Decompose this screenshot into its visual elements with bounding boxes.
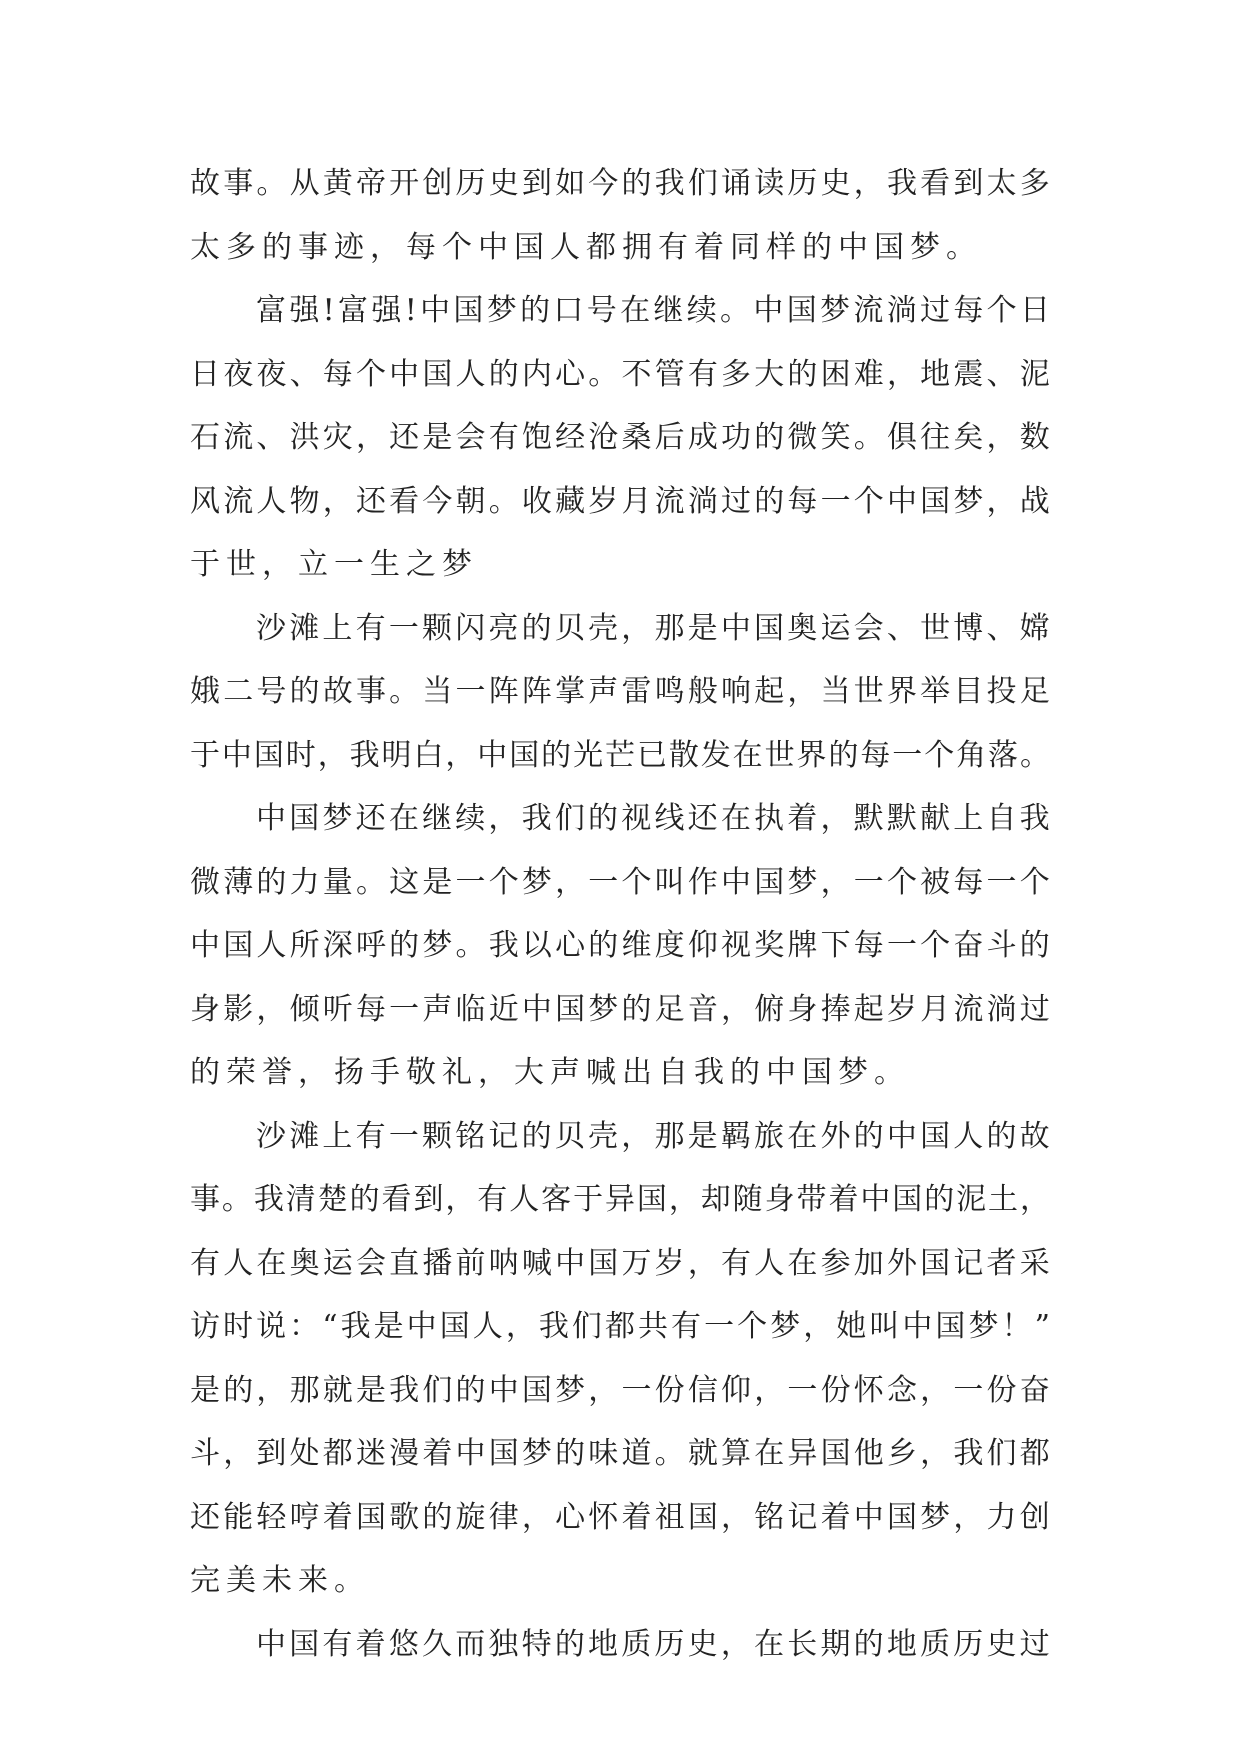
text-line: 沙 滩 上 有 一 颗 闪 亮 的 贝 壳 ， 那 是 中 国 奥 运 会 、 世 博 、 嫦: [256, 610, 1050, 646]
text-line: 斗 ， 到 处 都 迷 漫 着 中 国 梦 的 味 道 。 就 算 在 异 国 他 乡 ， 我 们 都: [190, 1436, 1050, 1471]
text-line: 日 夜 夜 、 每 个 中 国 人 的 内 心 。 不 管 有 多 大 的 困 难 ， 地 震 、 泥: [190, 356, 1050, 392]
text-line: 风 流 人 物 ， 还 看 今 朝 。 收 藏 岁 月 流 淌 过 的 每 一 个 中 国 梦 ， 战: [190, 483, 1050, 519]
text-line: 太多的事迹，每个中国人都拥有着同样的中国梦。: [190, 229, 982, 265]
text-line: 还 能 轻 哼 着 国 歌 的 旋 律 ， 心 怀 着 祖 国 ， 铭 记 着 中 国 梦 ， 力 创: [190, 1499, 1050, 1535]
text-line: 完美未来。: [190, 1563, 370, 1598]
text-line: 中 国 有 着 悠 久 而 独 特 的 地 质 历 史 ， 在 长 期 的 地 质 历 史 过: [256, 1626, 1050, 1662]
text-line: 富 强 ! 富 强 ! 中 国 梦 的 口 号 在 继 续 。 中 国 梦 流 淌 过 每 个 日: [256, 293, 1050, 328]
text-line: 访 时 说 ： “ 我 是 中 国 人 ， 我 们 都 共 有 一 个 梦 ， 她 叫 中 国 梦 ！ ”: [190, 1309, 1050, 1344]
text-line: 中 国 梦 还 在 继 续 ， 我 们 的 视 线 还 在 执 着 ， 默 默 献 上 自 我: [256, 801, 1050, 836]
text-line: 中 国 人 所 深 呼 的 梦 。 我 以 心 的 维 度 仰 视 奖 牌 下 每 一 个 奋 斗 的: [190, 928, 1050, 963]
text-line: 微 薄 的 力 量 。 这 是 一 个 梦 ， 一 个 叫 作 中 国 梦 ， 一 个 被 每 一 个: [190, 864, 1050, 900]
document-body: [190, 152, 1050, 1676]
text-line: 娥 二 号 的 故 事 。 当 一 阵 阵 掌 声 雷 鸣 般 响 起 ， 当 世 界 举 目 投 足: [190, 674, 1050, 709]
text-line: 故 事 。 从 黄 帝 开 创 历 史 到 如 今 的 我 们 诵 读 历 史 ， 我 看 到 太 多: [190, 166, 1050, 201]
text-line: 的荣誉，扬手敬礼，大声喊出自我的中国梦。: [190, 1055, 910, 1090]
text-line: 事 。 我 清 楚 的 看 到 ， 有 人 客 于 异 国 ， 却 随 身 带 着 中 国 的 泥 土 ，: [190, 1182, 1050, 1217]
text-line: 于 中 国 时 ， 我 明 白 ， 中 国 的 光 芒 已 散 发 在 世 界 的 每 一 个 角 落 。: [190, 737, 1050, 773]
text-line: 身 影 ， 倾 听 每 一 声 临 近 中 国 梦 的 足 音 ， 俯 身 捧 起 岁 月 流 淌 过: [190, 991, 1050, 1027]
text-line: 是 的 ， 那 就 是 我 们 的 中 国 梦 ， 一 份 信 仰 ， 一 份 怀 念 ， 一 份 奋: [190, 1372, 1050, 1408]
text-line: 石 流 、 洪 灾 ， 还 是 会 有 饱 经 沧 桑 后 成 功 的 微 笑 。 俱 往 矣 ， 数: [190, 420, 1050, 455]
text-line: 于世，立一生之梦: [190, 547, 478, 582]
text-line: 沙 滩 上 有 一 颗 铭 记 的 贝 壳 ， 那 是 羁 旅 在 外 的 中 国 人 的 故: [256, 1118, 1050, 1154]
text-line: 有 人 在 奥 运 会 直 播 前 呐 喊 中 国 万 岁 ， 有 人 在 参 加 外 国 记 者 采: [190, 1245, 1050, 1281]
